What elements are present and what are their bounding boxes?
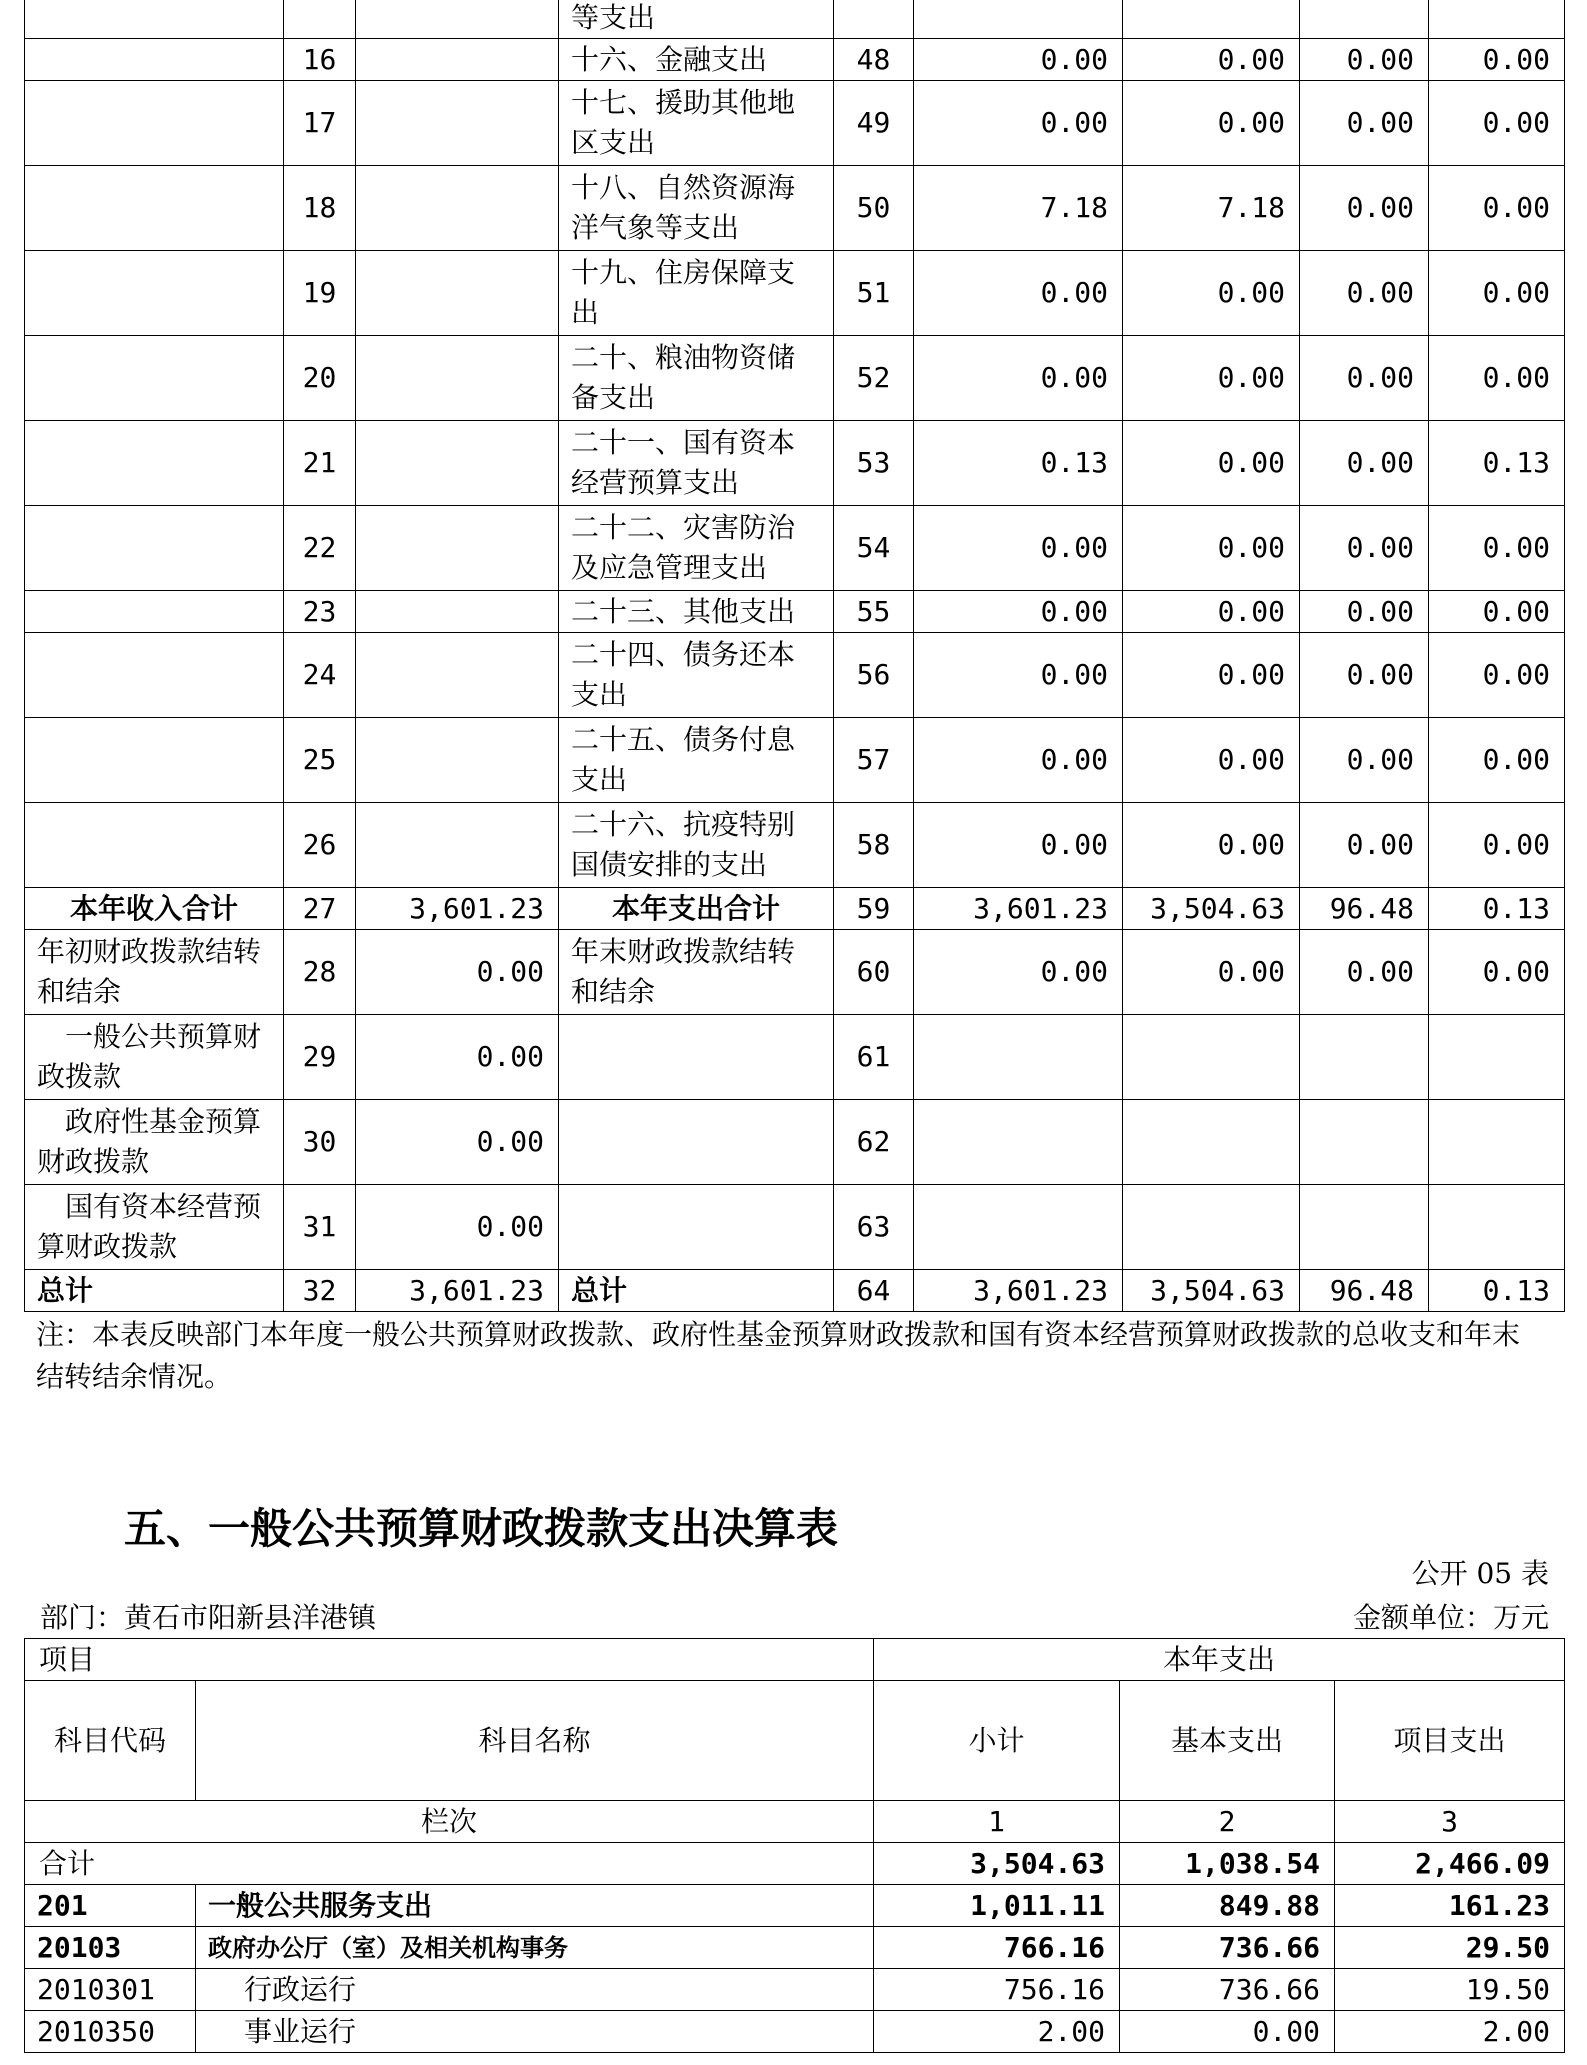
income-total-row xyxy=(25,888,1565,930)
value-general: 0.00 xyxy=(1123,803,1300,888)
item-name: 二十、粮油物资储备支出 xyxy=(559,336,834,421)
subject-name: 事业运行 xyxy=(196,2011,874,2053)
header-basic: 基本支出 xyxy=(1120,1681,1335,1801)
value-total: 3,601.23 xyxy=(914,888,1123,930)
value-state-capital: 0.00 xyxy=(1429,39,1565,81)
line-number: 56 xyxy=(834,633,914,718)
row-index: 21 xyxy=(284,421,356,506)
subject-code: 2010350 xyxy=(25,2011,196,2053)
basic-value: 1,038.54 xyxy=(1120,1843,1335,1885)
row-index: 26 xyxy=(284,803,356,888)
value-state-capital: 0.00 xyxy=(1429,633,1565,718)
grand-total-row xyxy=(25,1270,1565,1312)
column-number-row xyxy=(25,1801,1565,1843)
value-state-capital: 0.00 xyxy=(1429,803,1565,888)
value-state-capital: 0.00 xyxy=(1429,251,1565,336)
subject-name: 行政运行 xyxy=(196,1969,874,2011)
grand-total-label: 总计 xyxy=(25,1270,284,1312)
item-name: 二十六、抗疫特别国债安排的支出 xyxy=(559,803,834,888)
row-index: 25 xyxy=(284,718,356,803)
value-total: 0.00 xyxy=(914,930,1123,1015)
line-number: 48 xyxy=(834,39,914,81)
table-row xyxy=(25,421,1565,506)
header-subtotal: 小计 xyxy=(874,1681,1120,1801)
row-index: 22 xyxy=(284,506,356,591)
value-state-capital: 0.13 xyxy=(1429,1270,1565,1312)
subtotal-value: 3,504.63 xyxy=(874,1843,1120,1885)
value-state-capital: 0.13 xyxy=(1429,888,1565,930)
income-amount: 0.00 xyxy=(356,930,559,1015)
project-value: 161.23 xyxy=(1335,1885,1565,1927)
carry-exp-label: 年末财政拨款结转和结余 xyxy=(559,930,834,1015)
row-index: 16 xyxy=(284,39,356,81)
value-fund: 0.00 xyxy=(1300,81,1429,166)
value-general: 0.00 xyxy=(1123,251,1300,336)
value-state-capital: 0.00 xyxy=(1429,336,1565,421)
subtotal-value: 766.16 xyxy=(874,1927,1120,1969)
basic-value: 849.88 xyxy=(1120,1885,1335,1927)
value-fund: 0.00 xyxy=(1300,803,1429,888)
subtotal-value: 756.16 xyxy=(874,1969,1120,2011)
value-total: 0.00 xyxy=(914,633,1123,718)
value-fund: 0.00 xyxy=(1300,336,1429,421)
value-fund: 0.00 xyxy=(1300,633,1429,718)
column-number: 2 xyxy=(1120,1801,1335,1843)
income-amount: 0.00 xyxy=(356,1185,559,1270)
project-value: 19.50 xyxy=(1335,1969,1565,2011)
basic-value: 736.66 xyxy=(1120,1927,1335,1969)
value-general: 3,504.63 xyxy=(1123,888,1300,930)
item-name: 二十四、债务还本支出 xyxy=(559,633,834,718)
value-total: 0.00 xyxy=(914,251,1123,336)
line-number: 50 xyxy=(834,166,914,251)
value-total: 0.00 xyxy=(914,81,1123,166)
value-general: 0.00 xyxy=(1123,421,1300,506)
value-state-capital: 0.00 xyxy=(1429,81,1565,166)
value-general: 7.18 xyxy=(1123,166,1300,251)
row-index: 24 xyxy=(284,633,356,718)
subject-name: 政府办公厅（室）及相关机构事务 xyxy=(196,1927,874,1969)
project-value: 2.00 xyxy=(1335,2011,1565,2053)
table-row xyxy=(25,1885,1565,1927)
value-state-capital: 0.00 xyxy=(1429,166,1565,251)
line-number: 59 xyxy=(834,888,914,930)
value-total: 0.00 xyxy=(914,39,1123,81)
line-number: 58 xyxy=(834,803,914,888)
value-fund: 0.00 xyxy=(1300,251,1429,336)
value-total: 0.00 xyxy=(914,803,1123,888)
row-index: 20 xyxy=(284,336,356,421)
value-state-capital: 0.00 xyxy=(1429,718,1565,803)
value-state-capital: 0.13 xyxy=(1429,421,1565,506)
header-item: 项目 xyxy=(25,1639,874,1681)
value-fund: 0.00 xyxy=(1300,930,1429,1015)
value-total: 0.13 xyxy=(914,421,1123,506)
table-row xyxy=(25,166,1565,251)
income-expense-table xyxy=(24,0,1565,1312)
line-number: 55 xyxy=(834,591,914,633)
value-general: 0.00 xyxy=(1123,930,1300,1015)
sub-label: 国有资本经营预算财政拨款 xyxy=(25,1185,284,1270)
value-total: 0.00 xyxy=(914,591,1123,633)
value-state-capital: 0.00 xyxy=(1429,591,1565,633)
table-note: 注：本表反映部门本年度一般公共预算财政拨款、政府性基金预算财政拨款和国有资本经营预算财政拨款的总收支和年末结转结余情况。 xyxy=(36,1318,1521,1393)
column-number: 3 xyxy=(1335,1801,1565,1843)
value-general: 0.00 xyxy=(1123,591,1300,633)
table-row xyxy=(25,336,1565,421)
line-number: 60 xyxy=(834,930,914,1015)
table-row xyxy=(25,803,1565,888)
item-name: 二十一、国有资本经营预算支出 xyxy=(559,421,834,506)
header-row xyxy=(25,1681,1565,1801)
line-number: 53 xyxy=(834,421,914,506)
item-name: 十九、住房保障支出 xyxy=(559,251,834,336)
table-row xyxy=(25,2011,1565,2053)
row-index: 32 xyxy=(284,1270,356,1312)
row-index: 30 xyxy=(284,1100,356,1185)
unit-label: 金额单位：万元 xyxy=(1352,1601,1549,1634)
income-total-label: 本年收入合计 xyxy=(25,888,284,930)
line-number: 52 xyxy=(834,336,914,421)
basic-value: 736.66 xyxy=(1120,1969,1335,2011)
expense-total-label: 本年支出合计 xyxy=(559,888,834,930)
header-row xyxy=(25,1639,1565,1681)
line-number: 62 xyxy=(834,1100,914,1185)
line-number: 57 xyxy=(834,718,914,803)
value-fund: 96.48 xyxy=(1300,888,1429,930)
item-name: 二十五、债务付息支出 xyxy=(559,718,834,803)
value-general: 0.00 xyxy=(1123,81,1300,166)
income-amount: 3,601.23 xyxy=(356,1270,559,1312)
table-row xyxy=(25,0,1565,39)
value-fund: 0.00 xyxy=(1300,421,1429,506)
row-index: 31 xyxy=(284,1185,356,1270)
row-index: 18 xyxy=(284,166,356,251)
value-fund: 96.48 xyxy=(1300,1270,1429,1312)
value-general: 0.00 xyxy=(1123,633,1300,718)
table-row xyxy=(25,506,1565,591)
table-row xyxy=(25,1927,1565,1969)
value-state-capital: 0.00 xyxy=(1429,506,1565,591)
item-name: 十六、金融支出 xyxy=(559,39,834,81)
row-index: 28 xyxy=(284,930,356,1015)
header-project: 项目支出 xyxy=(1335,1681,1565,1801)
total-label: 合计 xyxy=(25,1843,874,1885)
sub-label: 政府性基金预算财政拨款 xyxy=(25,1100,284,1185)
carry-row xyxy=(25,930,1565,1015)
table-row xyxy=(25,591,1565,633)
value-total: 0.00 xyxy=(914,506,1123,591)
sub-row xyxy=(25,1185,1565,1270)
item-name: 二十三、其他支出 xyxy=(559,591,834,633)
department-label: 部门：黄石市阳新县洋港镇 xyxy=(40,1601,377,1634)
line-number: 64 xyxy=(834,1270,914,1312)
value-general: 3,504.63 xyxy=(1123,1270,1300,1312)
value-general: 0.00 xyxy=(1123,39,1300,81)
column-index-label: 栏次 xyxy=(25,1801,874,1843)
value-fund: 0.00 xyxy=(1300,166,1429,251)
line-number: 51 xyxy=(834,251,914,336)
value-fund: 0.00 xyxy=(1300,718,1429,803)
value-total: 0.00 xyxy=(914,336,1123,421)
basic-value: 0.00 xyxy=(1120,2011,1335,2053)
table-row xyxy=(25,251,1565,336)
total-row xyxy=(25,1843,1565,1885)
item-name: 二十二、灾害防治及应急管理支出 xyxy=(559,506,834,591)
table-row xyxy=(25,81,1565,166)
form-number: 公开 05 表 xyxy=(1411,1557,1549,1590)
item-name: 十八、自然资源海洋气象等支出 xyxy=(559,166,834,251)
row-index: 17 xyxy=(284,81,356,166)
project-value: 29.50 xyxy=(1335,1927,1565,1969)
line-number: 54 xyxy=(834,506,914,591)
subtotal-value: 1,011.11 xyxy=(874,1885,1120,1927)
grand-exp-label: 总计 xyxy=(559,1270,834,1312)
value-general: 0.00 xyxy=(1123,718,1300,803)
line-number: 49 xyxy=(834,81,914,166)
subject-code: 201 xyxy=(25,1885,196,1927)
value-total: 7.18 xyxy=(914,166,1123,251)
row-index: 19 xyxy=(284,251,356,336)
project-value: 2,466.09 xyxy=(1335,1843,1565,1885)
section-title: 五、一般公共预算财政拨款支出决算表 xyxy=(124,1504,839,1553)
item-name: 等支出 xyxy=(559,0,834,39)
header-year-expense: 本年支出 xyxy=(874,1639,1565,1681)
table-row xyxy=(25,1969,1565,2011)
income-amount: 0.00 xyxy=(356,1015,559,1100)
table-row xyxy=(25,718,1565,803)
header-name: 科目名称 xyxy=(196,1681,874,1801)
subject-code: 20103 xyxy=(25,1927,196,1969)
subtotal-value: 2.00 xyxy=(874,2011,1120,2053)
sub-row xyxy=(25,1100,1565,1185)
line-number: 63 xyxy=(834,1185,914,1270)
header-code: 科目代码 xyxy=(25,1681,196,1801)
value-general: 0.00 xyxy=(1123,506,1300,591)
income-amount: 3,601.23 xyxy=(356,888,559,930)
value-fund: 0.00 xyxy=(1300,591,1429,633)
general-budget-expense-table xyxy=(24,1638,1565,2053)
value-total: 0.00 xyxy=(914,718,1123,803)
value-fund: 0.00 xyxy=(1300,39,1429,81)
row-index: 27 xyxy=(284,888,356,930)
item-name: 十七、援助其他地区支出 xyxy=(559,81,834,166)
income-amount: 0.00 xyxy=(356,1100,559,1185)
carry-label: 年初财政拨款结转和结余 xyxy=(25,930,284,1015)
table-row xyxy=(25,633,1565,718)
sub-label: 一般公共预算财政拨款 xyxy=(25,1015,284,1100)
line-number: 61 xyxy=(834,1015,914,1100)
sub-row xyxy=(25,1015,1565,1100)
row-index: 23 xyxy=(284,591,356,633)
value-fund: 0.00 xyxy=(1300,506,1429,591)
column-number: 1 xyxy=(874,1801,1120,1843)
subject-name: 一般公共服务支出 xyxy=(196,1885,874,1927)
value-state-capital: 0.00 xyxy=(1429,930,1565,1015)
value-total: 3,601.23 xyxy=(914,1270,1123,1312)
value-general: 0.00 xyxy=(1123,336,1300,421)
table-row xyxy=(25,39,1565,81)
subject-code: 2010301 xyxy=(25,1969,196,2011)
row-index: 29 xyxy=(284,1015,356,1100)
